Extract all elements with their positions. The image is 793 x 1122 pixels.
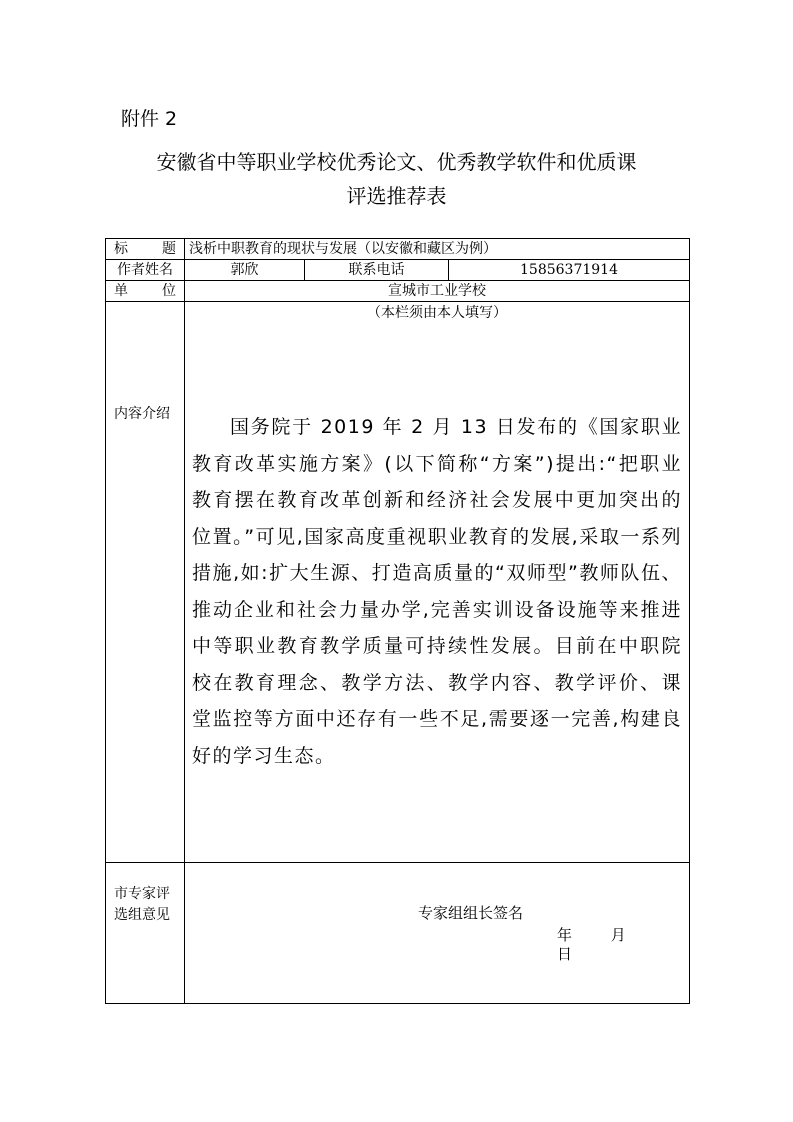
content-text: 国务院于 2019 年 2 月 13 日发布的《国家职业教育改革实施方案》(以下简称“方案”)提出:“把职业教育摆在教育改革创新和经济社会发展中更加突出的位置。”可见,国家高度重视职业教育的发展,采取一系列措施,如:扩大生源、打造高质量的“双师型”教师队伍、推动企业和社会力量办学,完善实训设备设施等来推进中等职业教育教学质量可持续性发展。目前在中职院校在教育理念、教学方法、教学内容、教学评价、课堂监控等方面中还存有一些不足,需要逐一完善,构建良好的学习生态。 (192, 416, 683, 767)
unit-value: 宣城市工业学校 (185, 281, 690, 302)
content-label-cell (106, 302, 185, 863)
title-label-b: 题 (162, 240, 176, 257)
expert-sign-label: 专家组组长签名 (418, 904, 524, 922)
unit-label-b: 位 (162, 282, 176, 299)
title-label-a: 标 (114, 240, 128, 257)
author-label: 作者姓名 (106, 260, 185, 281)
content-label: 内容介绍 (114, 406, 170, 422)
author-row (106, 260, 690, 281)
author-value: 郭欣 (185, 260, 305, 281)
date-month: 月 (610, 926, 626, 944)
title-label-cell (106, 239, 185, 260)
date-line (557, 926, 689, 964)
form-title-line1: 安徽省中等职业学校优秀论文、优秀教学软件和优质课 (156, 150, 637, 174)
unit-label-a: 单 (114, 282, 128, 299)
expert-label-line1: 市专家评 (114, 886, 170, 902)
unit-label-cell (106, 281, 185, 302)
expert-label-line2: 选组意见 (114, 907, 170, 923)
attachment-number: 附件 2 (121, 108, 178, 130)
date-day: 日 (557, 945, 573, 963)
form-title-line2: 评选推荐表 (346, 184, 447, 208)
phone-value: 15856371914 (449, 260, 690, 281)
paper-title-value: 浅析中职教育的现状与发展（以安徽和藏区为例） (185, 239, 690, 260)
phone-label: 联系电话 (305, 260, 449, 281)
date-year: 年 (557, 926, 573, 944)
title-row (106, 239, 690, 260)
content-row (106, 302, 690, 863)
recommendation-form-table (105, 238, 690, 1004)
content-cell (185, 302, 690, 863)
expert-label-cell (106, 863, 185, 1004)
unit-row (106, 281, 690, 302)
content-note: （本栏须由本人填写） (367, 305, 508, 321)
expert-row (106, 863, 690, 1004)
expert-opinion-cell (185, 863, 690, 1004)
